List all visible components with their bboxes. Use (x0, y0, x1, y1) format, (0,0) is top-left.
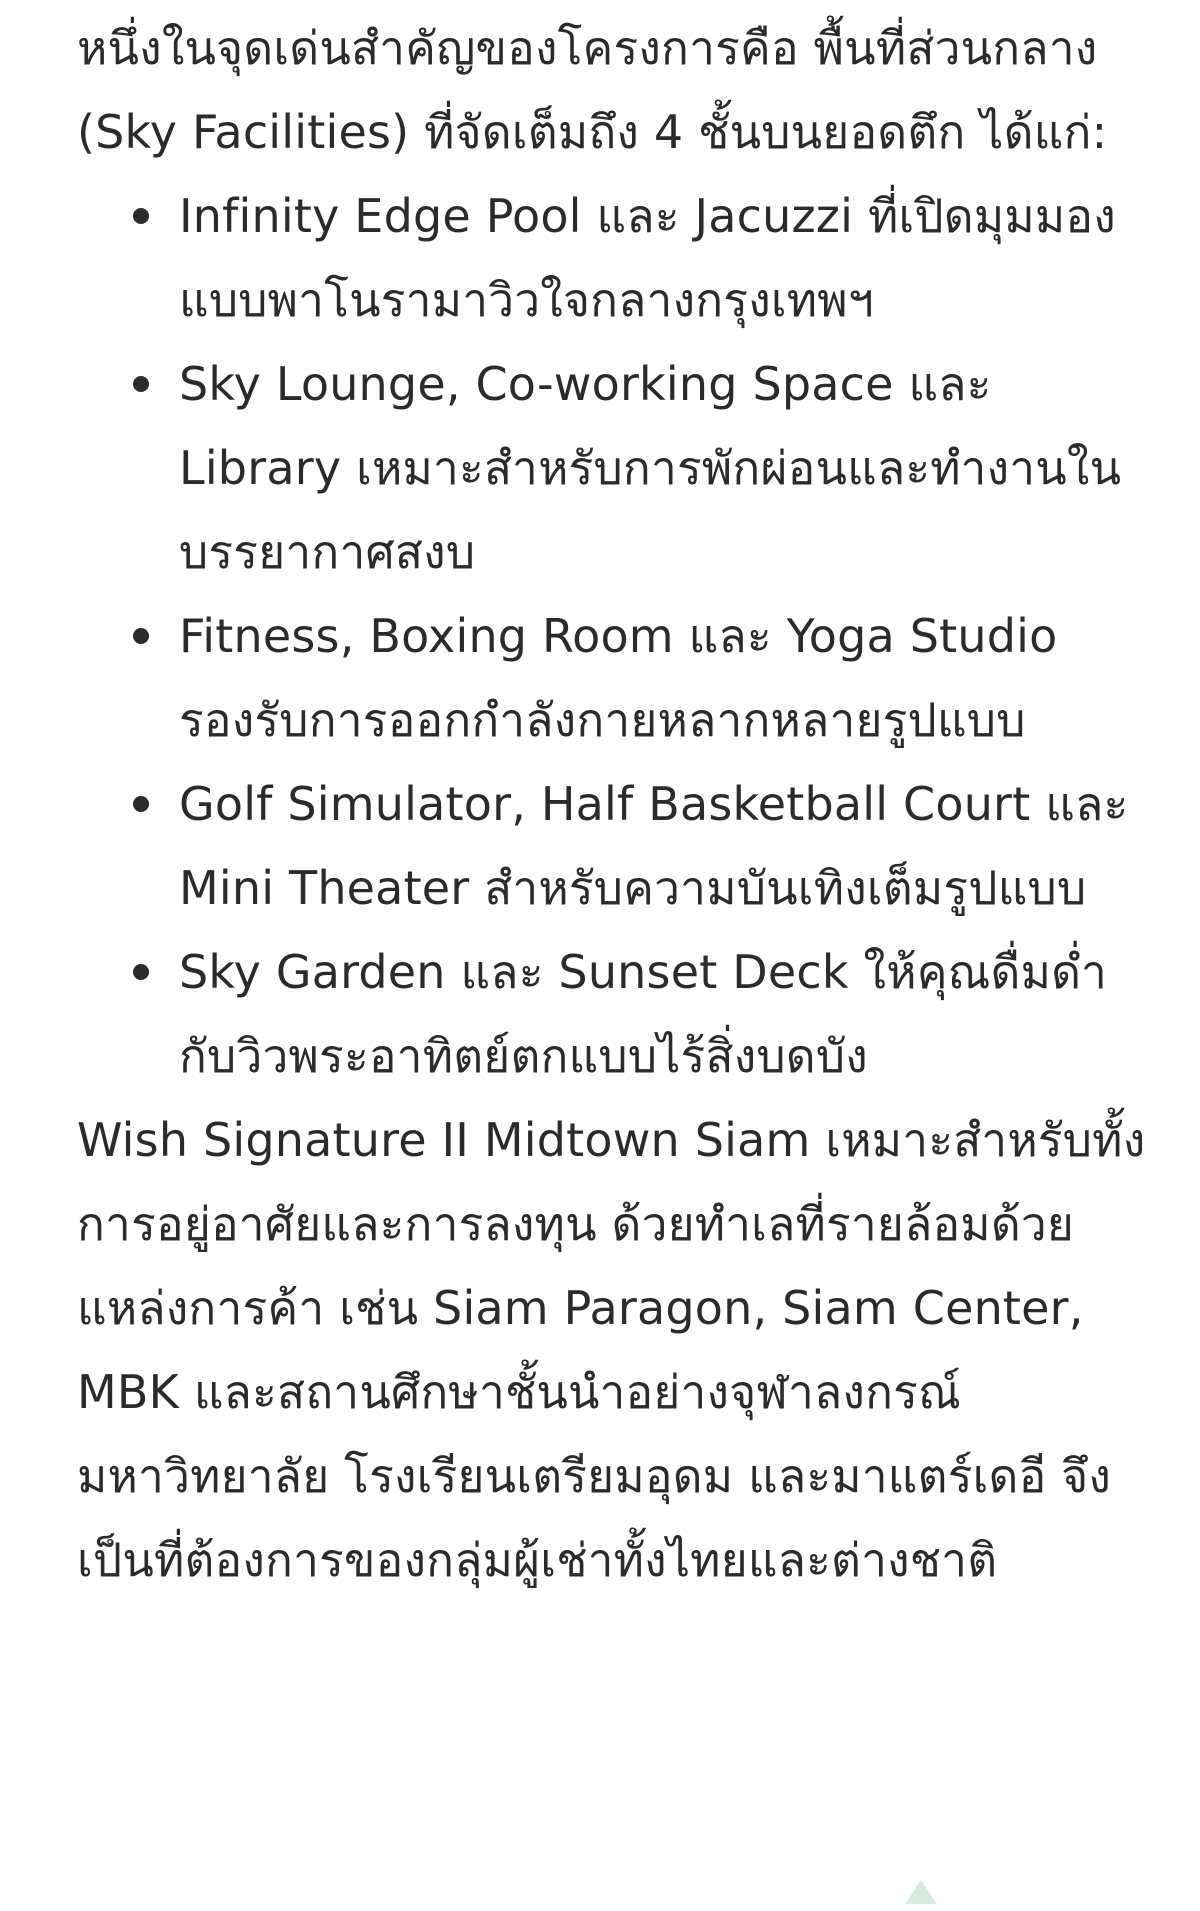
list-item (179, 930, 1147, 1098)
facility-text: Sky Garden และ Sunset Deck ให้คุณดื่มด่ำกับวิวพระอาทิตย์ตกแบบไร้สิ่งบดบัง (179, 945, 1108, 1083)
list-item (179, 174, 1147, 342)
facility-text: Infinity Edge Pool และ Jacuzzi ที่เปิดมุมมองแบบพาโนรามาวิวใจกลางกรุงเทพฯ (179, 189, 1116, 327)
facility-text: Fitness, Boxing Room และ Yoga Studio รองรับการออกกำลังกายหลากหลายรูปแบบ (179, 609, 1058, 747)
list-item (179, 342, 1147, 594)
bullet-icon (133, 628, 149, 644)
closing-paragraph: Wish Signature II Midtown Siam เหมาะสำหรับทั้งการอยู่อาศัยและการลงทุน ด้วยทำเลที่รายล้อมด้วยแหล่งการค้า เช่น Siam Paragon, Siam Center, MBK และสถานศึกษาชั้นนำอย่างจุฬาลงกรณ์มหาวิทยาลัย โรงเรียนเตรียมอุดม และมาแตร์เดอี จึงเป็นที่ต้องการของกลุ่มผู้เช่าทั้งไทยและต่างชาติ (77, 1113, 1146, 1587)
facility-text: Sky Lounge, Co-working Space และ Library เหมาะสำหรับการพักผ่อนและทำงานในบรรยากาศสงบ (179, 357, 1122, 579)
facility-text: Golf Simulator, Half Basketball Court และ Mini Theater สำหรับความบันเทิงเต็มรูปแบบ (179, 777, 1129, 915)
bullet-icon (133, 796, 149, 812)
scroll-up-icon[interactable] (905, 1880, 937, 1904)
bullet-icon (133, 376, 149, 392)
article-body (77, 6, 1147, 1602)
bullet-icon (133, 208, 149, 224)
intro-paragraph: หนึ่งในจุดเด่นสำคัญของโครงการคือ พื้นที่ส่วนกลาง (Sky Facilities) ที่จัดเต็มถึง 4 ชั้นบนยอดตึก ได้แก่: (77, 21, 1108, 159)
facilities-list (77, 174, 1147, 1098)
list-item (179, 762, 1147, 930)
bullet-icon (133, 964, 149, 980)
list-item (179, 594, 1147, 762)
